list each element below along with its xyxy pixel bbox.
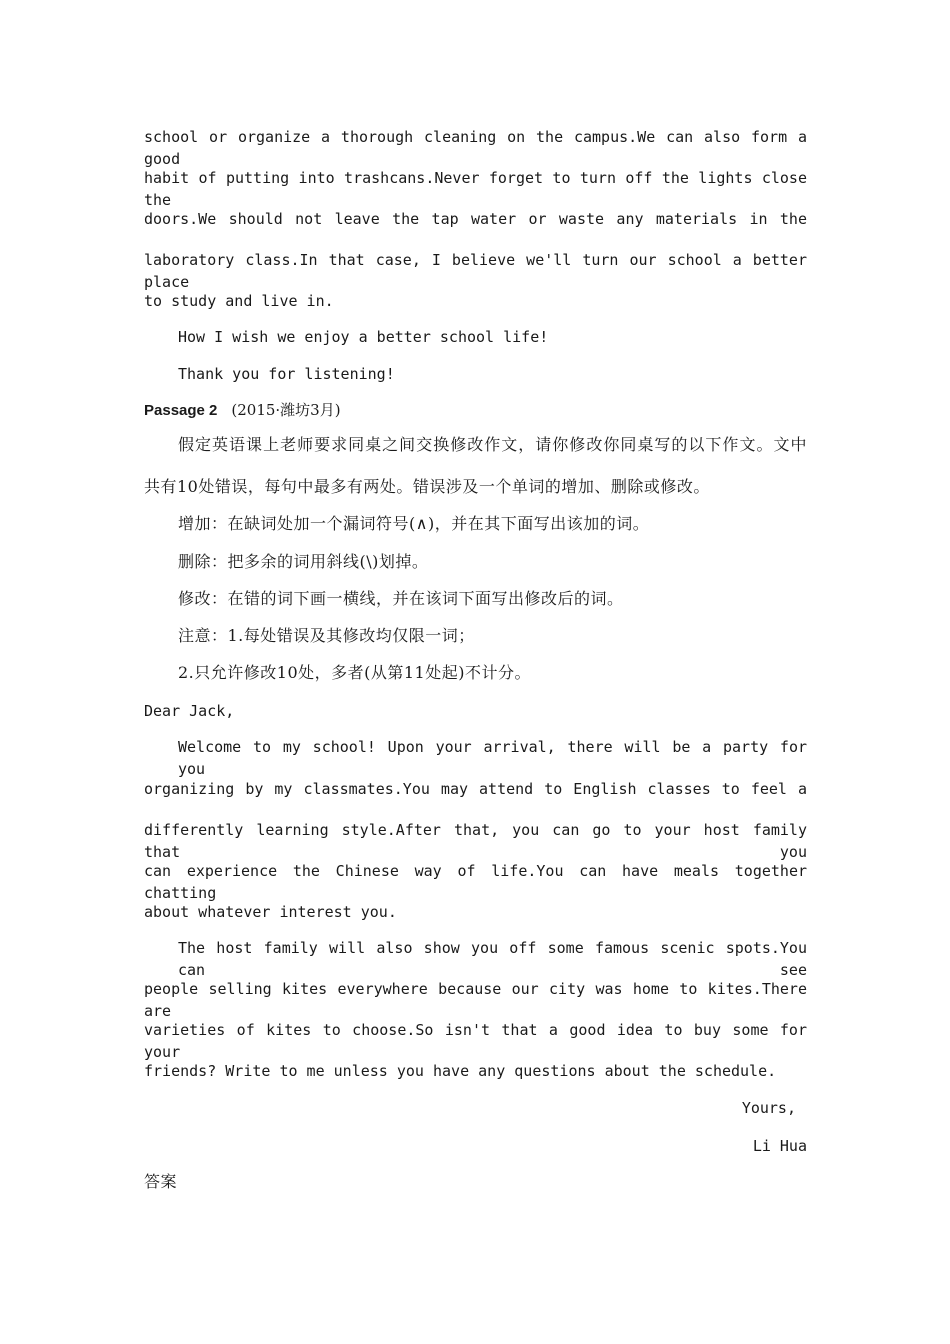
letter-greeting: Dear Jack, [144,702,235,720]
passage1-line: doors.We should not leave the tap water or waste any materials in the [144,210,807,228]
answer-heading: 答案 [144,1172,178,1191]
letter-line: differently learning style.After that, you can go to your host family that you [144,821,807,861]
passage2-heading [144,399,807,422]
instruction-line: 共有10处错误，每句中最多有两处。错误涉及一个单词的增加、删除或修改。 [144,477,710,496]
instruction-modify: 修改：在错的词下画一横线，并在该词下面写出修改后的词。 [178,589,624,608]
passage1-thanks: Thank you for listening! [178,365,395,383]
letter-signature: Li Hua [752,1137,807,1155]
letter-line: about whatever interest you. [144,903,397,921]
letter-line: people selling kites everywhere because our city was home to kites.There are [144,980,807,1020]
instruction-add: 增加：在缺词处加一个漏词符号(∧)，并在其下面写出该加的词。 [178,514,650,533]
letter-line: organizing by my classmates.You may attend to English classes to feel a [144,780,807,798]
letter-line: Welcome to my school! Upon your arrival, there will be a party for you [178,738,807,778]
letter-closing: Yours, [741,1099,796,1117]
passage1-wish: How I wish we enjoy a better school life! [178,328,549,346]
passage1-line: to study and live in. [144,292,334,310]
instruction-note1: 注意：1.每处错误及其修改均仅限一词； [178,626,475,645]
instruction-delete: 删除：把多余的词用斜线(\)划掉。 [178,552,429,571]
letter-line: friends? Write to me unless you have any questions about the schedule. [144,1062,777,1080]
passage1-line: school or organize a thorough cleaning on the campus.We can also form a good [144,128,807,168]
letter-line: The host family will also show you off some famous scenic spots.You can see [178,939,807,979]
passage2-source: (2015·潍坊3月) [231,401,341,419]
passage1-line: habit of putting into trashcans.Never forget to turn off the lights close the [144,169,807,209]
letter-line: varieties of kites to choose.So isn't that a good idea to buy some for your [144,1021,807,1061]
instruction-line: 假定英语课上老师要求同桌之间交换修改作文，请你修改你同桌写的以下作文。文中 [178,435,807,454]
letter-line: can experience the Chinese way of life.You can have meals together chatting [144,862,807,902]
passage2-title: Passage 2 [144,402,218,419]
instruction-note2: 2.只允许修改10处，多者(从第11处起)不计分。 [178,663,531,682]
passage1-line: laboratory class.In that case, I believe we'll turn our school a better place [144,251,807,291]
